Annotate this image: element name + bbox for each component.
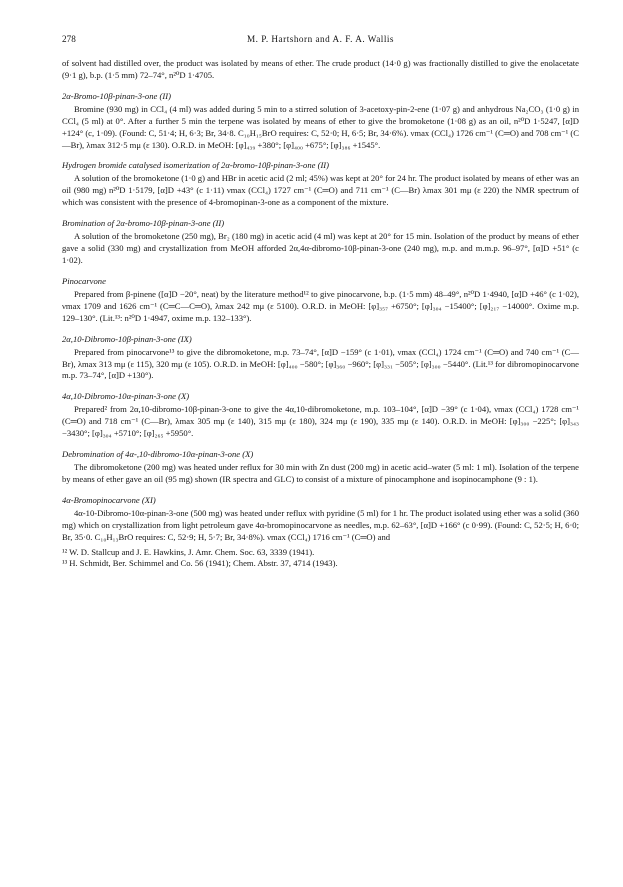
section-bromoketone-II [62, 90, 579, 152]
section-heading: 4α,10-Dibromo-10α-pinan-3-one (X) [62, 391, 190, 402]
section-heading: 2α-Bromo-10β-pinan-3-one (II) [62, 90, 171, 101]
continued-paragraph: of solvent had distilled over, the product was isolated by means of ether. The crude product (14·0 g) was fractionally distilled to give the enolacetate (9·1 g), b.p. (1·5 mm) 72–74°, n²⁰D 1·4705. [62, 58, 579, 80]
section-dibromo-IX [62, 333, 579, 383]
section-pinocarvone [62, 275, 579, 325]
running-head [62, 34, 579, 52]
section-paragraph: Prepared from pinocarvone¹³ to give the dibromoketone, m.p. 73–74°, [α]D −159° (c 1·01), νmax (CCl₄) 1724 cm⁻¹ (C═O) and 740 cm⁻¹ (C—Br), λmax 313 mμ (ε 115), 320 mμ (ε 105). O.R.D. in MeOH: [φ]₄₀₀ −580°; [φ]₃₆₀ −960°; [φ]₃₃₁ −505°; [φ]₃₀₀ −5440°. (Lit.¹³ for dibromopinocarvone m.p. 73–74°, [α]D +130°). [62, 346, 579, 381]
section-heading: 2α,10-Dibromo-10β-pinan-3-one (IX) [62, 333, 192, 344]
section-dibromo-X [62, 390, 579, 440]
running-head-authors: M. P. Hartshorn and A. F. A. Wallis [246, 34, 395, 44]
page-number: 278 [62, 34, 76, 44]
section-heading: Debromination of 4α-,10-dibromo-10α-pinan-3-one (X) [62, 449, 254, 460]
section-hbr-isomerization [62, 159, 579, 209]
section-paragraph: A solution of the bromoketone (1·0 g) and HBr in acetic acid (2 ml; 45%) was kept at 20° for 24 hr. The product isolated by means of ether was an oil (980 mg) n²⁰D 1·5179, [α]D +43° (c 1·11) νmax (CCl₄) 1727 cm⁻¹ (C═O) and 711 cm⁻¹ (C—Br) λmax 301 mμ (ε 220) the NMR spectrum of which was consistent with the presence of 4-bromopinan-3-one as a component of the mixture. [62, 173, 579, 208]
section-paragraph: The dibromoketone (200 mg) was heated under reflux for 30 min with Zn dust (200 mg) in acetic acid–water (5 ml: 1 ml). Isolation of the terpene by means of ether gave an oil (95 mg) shown (IR spectra and GLC) to consist of a mixture of pinocamphone and isopinocamphone (9 : 1). [62, 462, 579, 484]
footnotes [62, 547, 579, 570]
section-paragraph: Bromine (930 mg) in CCl₄ (4 ml) was added during 5 min to a stirred solution of 3-acetoxy-pin-2-ene (1·07 g) and anhydrous Na₂CO₃ (1·0 g) in CCl₄ (5 ml) at 0°. After a further 5 min the terpene was isolated by means of ether to give the bromoketone (1·08 g) as an oil, n²⁰D 1·5247, [α]D +124° (c, 1·09). (Found: C, 51·4; H, 6·3; Br, 34·8. C₁₀H₁₅BrO requires: C, 52·0; H, 6·5; Br, 34·6%). νmax (CCl₄) 1726 cm⁻¹ (C═O) and 708 cm⁻¹ (C—Br), λmax 312·5 mμ (ε 130). O.R.D. in MeOH: [φ]₄₃₉ +380°; [φ]₄₀₀ +675°; [φ]₃₈₆ +1545°. [62, 103, 579, 150]
section-heading: Hydrogen bromide catalysed isomerization of 2α-bromo-10β-pinan-3-one (II) [62, 160, 330, 171]
section-heading: 4α-Bromopinocarvone (XI) [62, 494, 156, 505]
footnote: ¹² W. D. Stallcup and J. E. Hawkins, J. Amr. Chem. Soc. 63, 3339 (1941). [62, 546, 315, 557]
section-paragraph: A solution of the bromoketone (250 mg), Br₂ (180 mg) in acetic acid (4 ml) was kept at 20° for 15 min. Isolation of the product by means of ether gave a solid (330 mg) and crystallization from MeOH afforded 2α,4α-dibromo-10β-pinan-3-one (240 mg), m.p. and m.m.p. 96–97°, [α]D +51° (c 1·02). [62, 231, 579, 265]
section-bromopinocarvone-XI [62, 494, 579, 544]
footnote: ¹³ H. Schmidt, Ber. Schimmel and Co. 56 (1941); Chem. Abstr. 37, 4714 (1943). [62, 558, 338, 569]
section-heading: Pinocarvone [62, 275, 106, 286]
section-paragraph: 4α-10-Dibromo-10α-pinan-3-one (500 mg) was heated under reflux with pyridine (5 ml) for 1 hr. The product isolated using ether was a solid (360 mg) which on crystallization from light petroleum gave 4α-bromopinocarvone as needles, m.p. 62–63°, [α]D +166° (c 0·99). (Found: C, 52·5; H, 6·0; Br, 35·0. C₁₀H₁₃BrO requires: C, 52·9; H, 5·7; Br, 34·8%). νmax (CCl₄) 1716 cm⁻¹ (C═O) and [62, 507, 580, 542]
section-heading: Bromination of 2α-bromo-10β-pinan-3-one (II) [62, 218, 225, 229]
section-debromination [62, 448, 579, 486]
section-paragraph: Prepared from β-pinene ([α]D −20°, neat) by the literature method¹² to give pinocarvone, b.p. (1·5 mm) 48–49°, n²⁰D 1·4940, [α]D +46° (c 1·02), νmax 1709 and 1626 cm⁻¹ (C═C—C═O), λmax 242 mμ (ε 5100). O.R.D. in MeOH: [φ]₃₅₇ +6750°; [φ]₃₀₄ −15400°; [φ]₂₁₇ −14000°. Oxime m.p. 129–130°. (Lit.¹³: n²⁰D 1·4947, oxime m.p. 132–133°). [62, 288, 579, 323]
section-bromination [62, 217, 579, 267]
section-paragraph: Prepared² from 2α,10-dibromo-10β-pinan-3-one to give the 4α,10-dibromoketone, m.p. 103–104°, [α]D −39° (c 1·04), νmax (CCl₄) 1728 cm⁻¹ (C═O) and 718 cm⁻¹ (C—Br), λmax 305 mμ (ε 140), 315 mμ (ε 180), 324 mμ (ε 190), 335 mμ (ε 140). O.R.D. in MeOH: [φ]₃₀₀ −225°; [φ]₃₄₃ −3430°; [φ]₃₀₄ +5710°; [φ]₂₆₅ +5950°. [62, 404, 579, 439]
